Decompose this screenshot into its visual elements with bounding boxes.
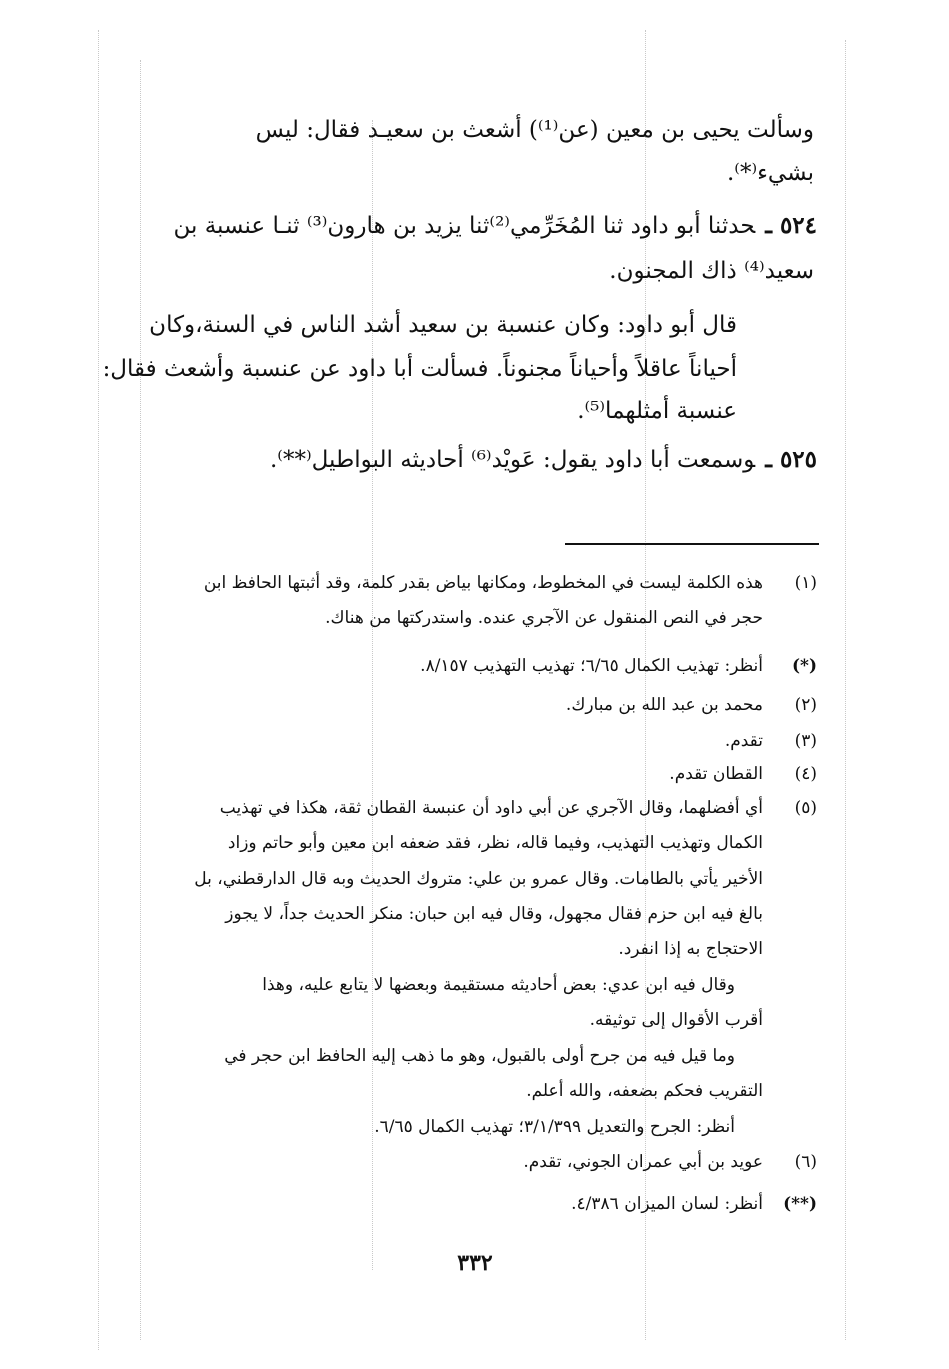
page-number: ٣٣٢ [457,1250,493,1276]
footnote-line: وقال فيه ابن عدي: بعض أحاديثه مستقيمة وبعضها لا يتابع عليه، وهذا [262,975,735,995]
footnote-line: أنظر: الجرح والتعديل ٣/١/٣٩٩؛ تهذيب الكمال ٦/٦٥. [374,1117,735,1137]
footnote-number: (٣) [794,731,817,751]
footnote-number: (١) [794,573,817,593]
entry-number: ٥٢٥ ـ [765,446,817,473]
footnote-line: الكمال وتهذيب التهذيب، وفيما قاله، نظر، فقد ضعفه ابن معين وأبو حاتم وزاد [227,833,763,853]
footnote-line: الاحتجاج به إذا انفرد. [618,939,763,959]
entry-525-line [117,446,817,473]
footnote-line: أي أفضلهما، وقال الآجري عن أبي داود أن عنبسة القطان ثقة، هكذا في تهذيب [219,798,763,818]
footnote-line: عويد بن أبي عمران الجوني، تقدم. [523,1152,763,1172]
footnote-number: (*) [792,656,817,676]
scan-guide-line [98,30,99,1350]
footnote-line: هذه الكلمة ليست في المخطوط، ومكانها بياض بقدر كلمة، وقد أثبتها الحافظ ابن [203,573,763,593]
scan-guide-line [845,40,846,1340]
footnote-line: محمد بن عبد الله بن مبارك. [565,695,763,715]
footnote-separator [565,543,819,545]
paragraph-line: قال أبو داود: وكان عنسبة بن سعيد أشد الناس في السنة،وكان [149,312,737,338]
footnote-number: (**) [783,1194,817,1214]
paragraph-line: وسألت يحيى بن معين (عن⁽¹⁾) أشعث بن سعيـد فقال: ليس [255,117,814,143]
footnote-number: (٢) [794,695,817,715]
entry-text: وسمعت أبا داود يقول: عَويْد⁽⁶⁾ أحاديثه البواطيل⁽**⁾. [270,447,756,473]
footnote-number: (٦) [794,1152,817,1172]
entry-text: حدثنا أبو داود ثنا المُخَرِّمي⁽²⁾ثنا يزيد بن هارون⁽³⁾ ثنـا عنسبة بن [173,213,756,239]
paragraph-line: عنسبة أمثلهما⁽⁵⁾. [577,398,737,424]
paragraph-line: أحياناً عاقلاً وأحياناً مجنوناً. فسألت أبا داود عن عنسبة وأشعث فقال: [102,356,737,382]
footnote-number: (٤) [794,764,817,784]
footnote-line: تقدم. [724,731,763,751]
paragraph-line: سعيد⁽⁴⁾ ذاك المجنون. [609,258,814,284]
footnote-line: وما قيل فيه من جرح أولى بالقبول، وهو ما ذهب إليه الحافظ ابن حجر في [224,1046,735,1066]
footnote-line: أنظر: لسان الميزان ٤/٣٨٦. [571,1194,763,1214]
footnote-line: حجر في النص المنقول عن الآجري عنده. واستدركتها من هناك. [325,608,763,628]
footnote-line: أنظر: تهذيب الكمال ٦/٦٥؛ تهذيب التهذيب ٨/١٥٧. [420,656,763,676]
footnote-line: القطان تقدم. [669,764,763,784]
footnote-line: الأخير يأتي بالطامات. وقال عمرو بن علي: متروك الحديث وبه قال الدارقطني، بل [194,869,763,889]
footnote-line: التقريب فحكم بضعفه، والله أعلم. [526,1081,763,1101]
footnote-number: (٥) [794,798,817,818]
footnote-line: أقرب الأقوال إلى توثيقه. [589,1010,763,1030]
footnote-line: بالغ فيه ابن حزم فقال مجهول، وقال فيه ابن حبان: منكر الحديث جداً، لا يجوز [225,904,763,924]
entry-524-line [117,212,817,239]
entry-number: ٥٢٤ ـ [765,212,817,239]
paragraph-line: بشيء⁽*⁾. [726,160,814,186]
